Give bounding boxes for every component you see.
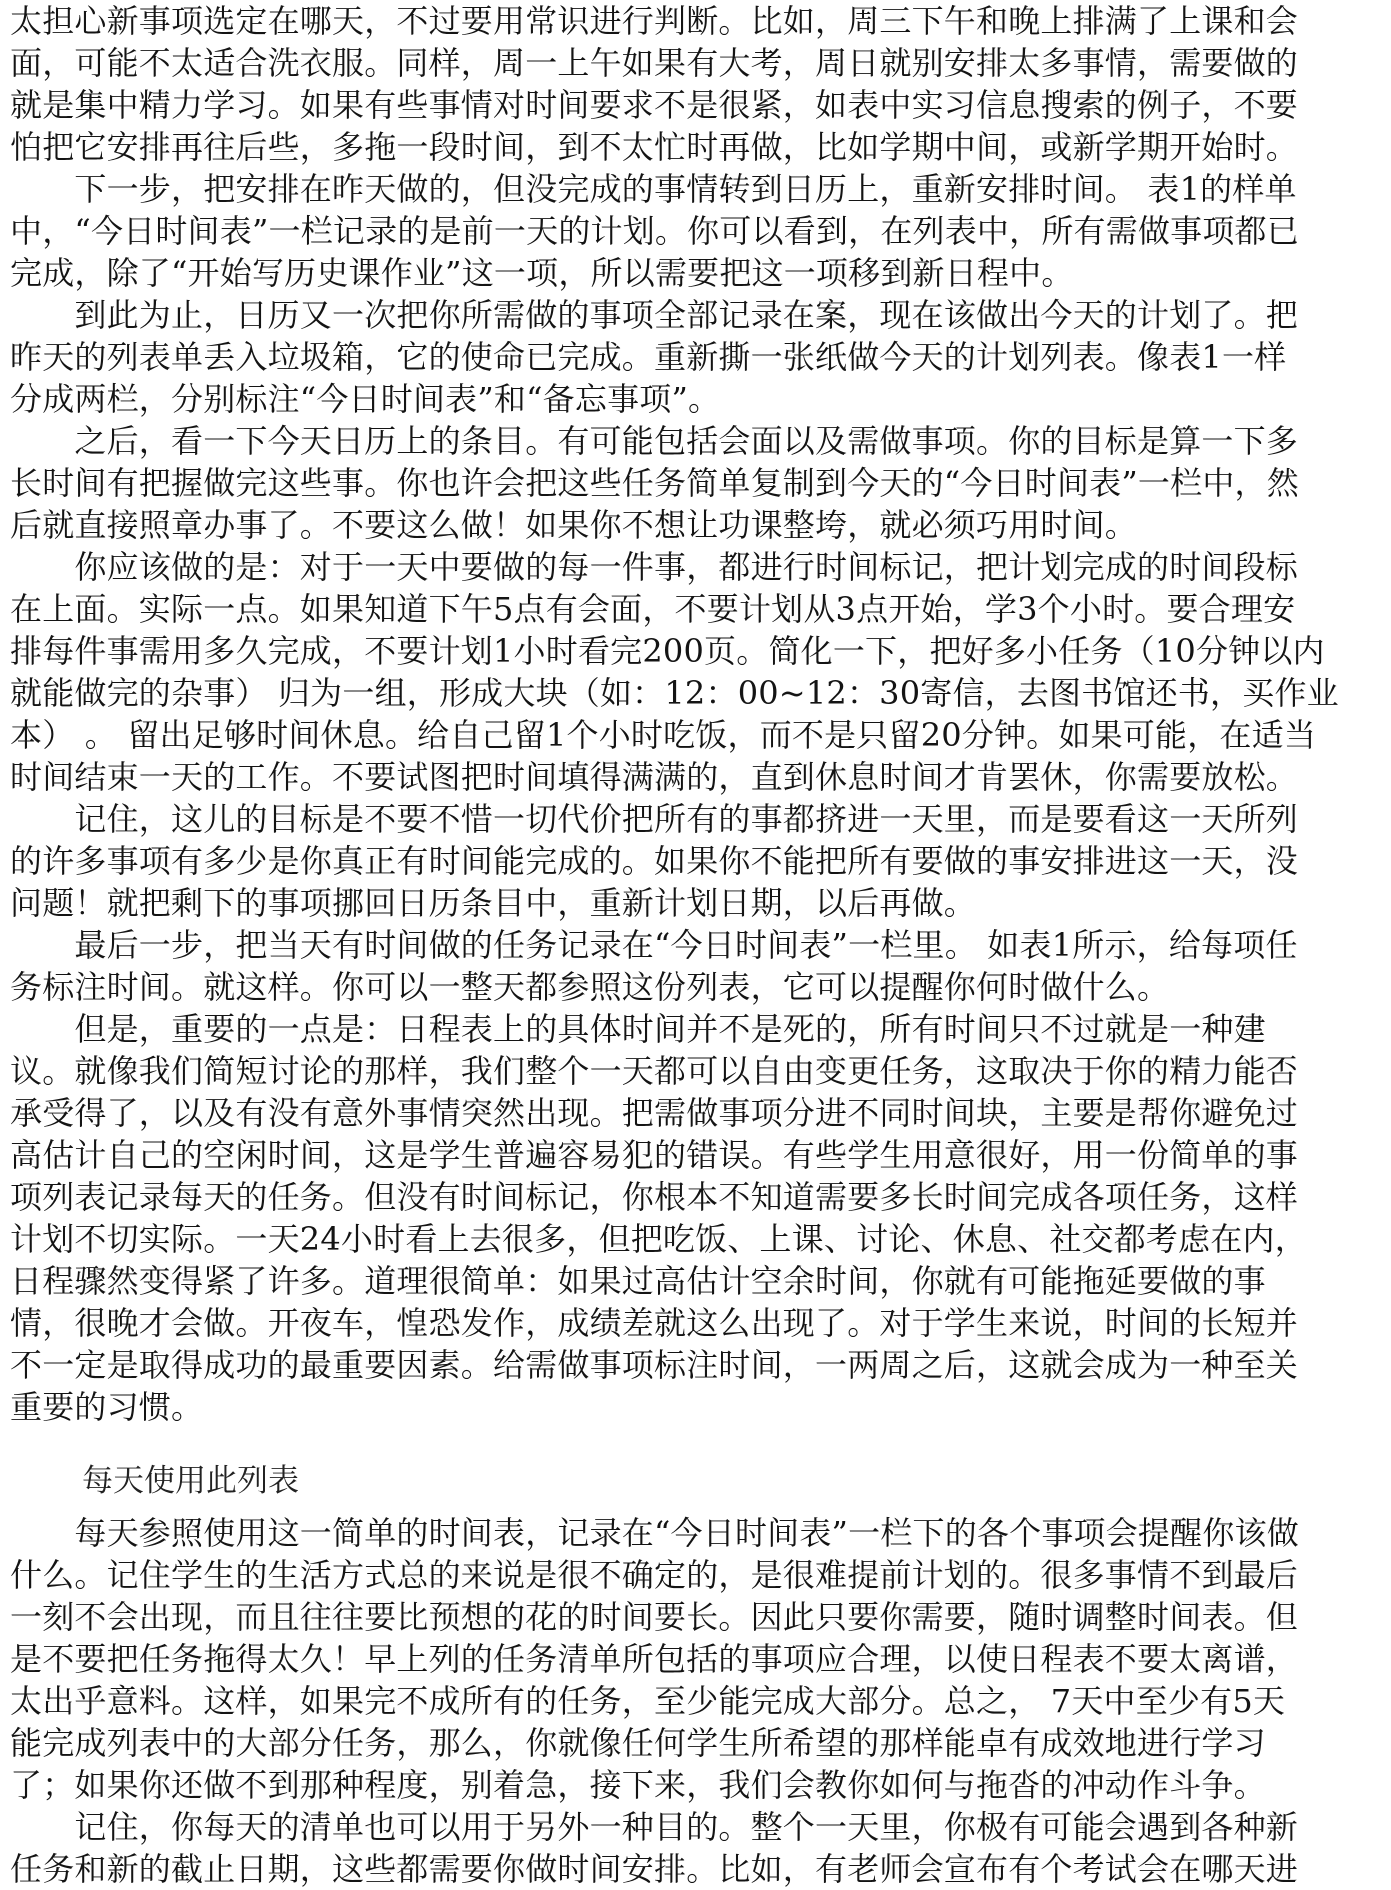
text-line: 昨天的列表单丢入垃圾箱，它的使命已完成。重新撕一张纸做今天的计划列表。像表1一样 xyxy=(10,338,1287,376)
text-line: 记住，你每天的清单也可以用于另外一种目的。整个一天里，你极有可能会遇到各种新 xyxy=(10,1808,1299,1846)
text-line: 你应该做的是：对于一天中要做的每一件事，都进行时间标记，把计划完成的时间段标 xyxy=(10,548,1299,586)
text-line: 日程骤然变得紧了许多。道理很简单：如果过高估计空余时间，你就有可能拖延要做的事 xyxy=(10,1262,1266,1300)
text-line: 问题！就把剩下的事项挪回日历条目中，重新计划日期，以后再做。 xyxy=(10,884,977,922)
text-line: 承受得了，以及有没有意外事情突然出现。把需做事项分进不同时间块，主要是帮你避免过 xyxy=(10,1094,1299,1132)
text-line: 项列表记录每天的任务。但没有时间标记，你根本不知道需要多长时间完成各项任务，这样 xyxy=(10,1178,1299,1216)
document-page xyxy=(10,0,1376,1890)
text-line: 什么。记住学生的生活方式总的来说是很不确定的，是很难提前计划的。很多事情不到最后 xyxy=(10,1556,1299,1594)
text-line: 长时间有把握做完这些事。你也许会把这些任务简单复制到今天的“今日时间表”一栏中，然 xyxy=(10,464,1299,502)
text-line: 任务和新的截止日期，这些都需要你做时间安排。比如，有老师会宣布有个考试会在哪天进 xyxy=(10,1850,1299,1888)
text-line: 在上面。实际一点。如果知道下午5点有会面，不要计划从3点开始，学3个小时。要合理安 xyxy=(10,590,1296,628)
text-line: 议。就像我们简短讨论的那样，我们整个一天都可以自由变更任务，这取决于你的精力能否 xyxy=(10,1052,1299,1090)
text-line: 一刻不会出现，而且往往要比预想的花的时间要长。因此只要你需要，随时调整时间表。但 xyxy=(10,1598,1299,1636)
text-line: 之后，看一下今天日历上的条目。有可能包括会面以及需做事项。你的目标是算一下多 xyxy=(10,422,1299,460)
text-line: 太出乎意料。这样，如果完不成所有的任务，至少能完成大部分。总之， 7天中至少有5天 xyxy=(10,1682,1286,1720)
body-text-bottom xyxy=(10,1512,1376,1890)
text-line: 记住，这儿的目标是不要不惜一切代价把所有的事都挤进一天里，而是要看这一天所列 xyxy=(10,800,1299,838)
text-line: 了；如果你还做不到那种程度，别着急，接下来，我们会教你如何与拖沓的冲动作斗争。 xyxy=(10,1766,1266,1804)
text-line: 不一定是取得成功的最重要因素。给需做事项标注时间，一两周之后，这就会成为一种至关 xyxy=(10,1346,1299,1384)
text-line: 完成，除了“开始写历史课作业”这一项，所以需要把这一项移到新日程中。 xyxy=(10,254,1074,292)
text-line: 排每件事需用多久完成，不要计划1小时看完200页。简化一下，把好多小任务（10分钟以内 xyxy=(10,632,1325,670)
text-line: 面，可能不太适合洗衣服。同样，周一上午如果有大考，周日就别安排太多事情，需要做的 xyxy=(10,44,1299,82)
text-line: 能完成列表中的大部分任务，那么，你就像任何学生所希望的那样能卓有成效地进行学习 xyxy=(10,1724,1266,1762)
text-line: 怕把它安排再往后些，多拖一段时间，到不太忙时再做，比如学期中间，或新学期开始时。 xyxy=(10,128,1299,166)
text-line: 最后一步，把当天有时间做的任务记录在“今日时间表”一栏里。 如表1所示，给每项任 xyxy=(10,926,1298,964)
text-line: 重要的习惯。 xyxy=(10,1388,204,1426)
text-line: 每天参照使用这一简单的时间表，记录在“今日时间表”一栏下的各个事项会提醒你该做 xyxy=(10,1514,1299,1552)
text-line: 本） 。 留出足够时间休息。给自己留1个小时吃饭，而不是只留20分钟。如果可能，在适当 xyxy=(10,716,1317,754)
text-line: 后就直接照章办事了。不要这么做！如果你不想让功课整垮，就必须巧用时间。 xyxy=(10,506,1138,544)
text-line: 情，很晚才会做。开夜车，惶恐发作，成绩差就这么出现了。对于学生来说，时间的长短并 xyxy=(10,1304,1299,1342)
text-line: 的许多事项有多少是你真正有时间能完成的。如果你不能把所有要做的事安排进这一天，没 xyxy=(10,842,1299,880)
text-line: 就是集中精力学习。如果有些事情对时间要求不是很紧，如表中实习信息搜索的例子，不要 xyxy=(10,86,1299,124)
text-line: 就能做完的杂事） 归为一组，形成大块（如：12：00~12：30寄信，去图书馆还书，买作业 xyxy=(10,674,1339,712)
text-line: 是不要把任务拖得太久！早上列的任务清单所包括的事项应合理，以使日程表不要太离谱， xyxy=(10,1640,1299,1678)
text-line: 时间结束一天的工作。不要试图把时间填得满满的，直到休息时间才肯罢休，你需要放松。 xyxy=(10,758,1299,796)
text-line: 太担心新事项选定在哪天，不过要用常识进行判断。比如，周三下午和晚上排满了上课和会 xyxy=(10,2,1299,40)
text-line: 到此为止，日历又一次把你所需做的事项全部记录在案，现在该做出今天的计划了。把 xyxy=(10,296,1299,334)
text-line: 高估计自己的空闲时间，这是学生普遍容易犯的错误。有些学生用意很好，用一份简单的事 xyxy=(10,1136,1299,1174)
text-line: 中，“今日时间表”一栏记录的是前一天的计划。你可以看到，在列表中，所有需做事项都已 xyxy=(10,212,1299,250)
text-line: 但是，重要的一点是：日程表上的具体时间并不是死的，所有时间只不过就是一种建 xyxy=(10,1010,1266,1048)
text-line: 务标注时间。就这样。你可以一整天都参照这份列表，它可以提醒你何时做什么。 xyxy=(10,968,1170,1006)
body-text-top xyxy=(10,0,1376,1428)
text-line: 计划不切实际。一天24小时看上去很多，但把吃饭、上课、讨论、休息、社交都考虑在内， xyxy=(10,1220,1307,1258)
text-line: 下一步，把安排在昨天做的，但没完成的事情转到日历上，重新安排时间。 表1的样单 xyxy=(10,170,1297,208)
text-line: 分成两栏，分别标注“今日时间表”和“备忘事项”。 xyxy=(10,380,721,418)
section-heading: 每天使用此列表 xyxy=(82,1463,299,1499)
